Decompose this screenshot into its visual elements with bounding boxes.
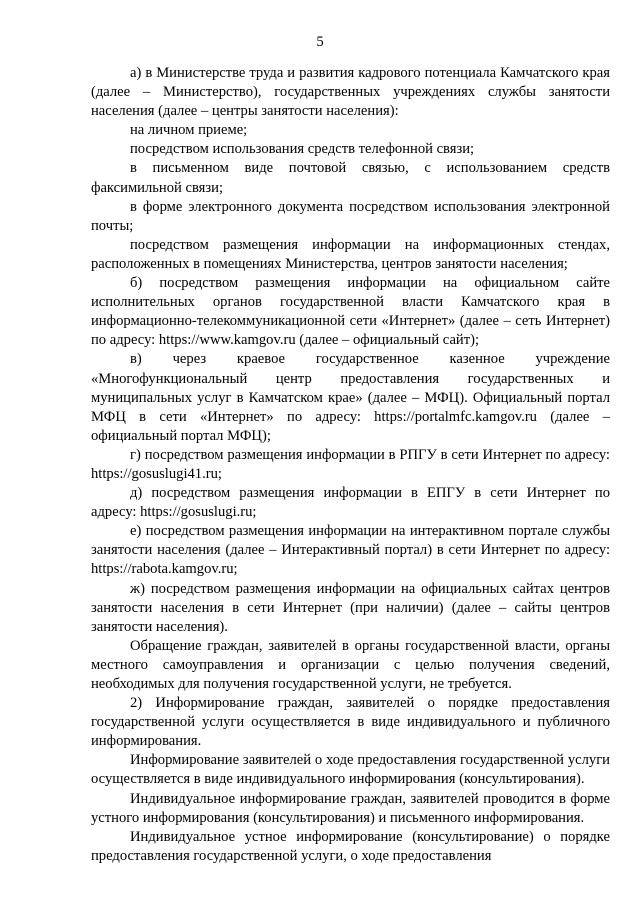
paragraph: а) в Министерстве труда и развития кадрового потенциала Камчатского края (далее – Министерство), государственных учреждениях службы занятости населения (далее – центры занятости населения): — [91, 65, 610, 120]
paragraph: Индивидуальное устное информирование (консультирование) о порядке предоставления государственной услуги, о ходе предоставления — [91, 828, 610, 864]
document-body — [91, 64, 610, 866]
page-number: 5 — [316, 34, 324, 50]
paragraph: е) посредством размещения информации на интерактивном портале службы занятости населения (далее – Интерактивный портал) в сети Интернет по адресу: https://rabota.kamgov.ru; — [91, 523, 610, 578]
paragraph: Индивидуальное информирование граждан, заявителей проводится в форме устного информирования (консультирования) и письменного информирования. — [91, 790, 610, 826]
paragraph: посредством размещения информации на информационных стендах, расположенных в помещениях Министерства, центров занятости населения; — [91, 236, 610, 272]
paragraph: Обращение граждан, заявителей в органы государственной власти, органы местного самоуправления и организации с целью получения сведений, необходимых для получения государственной услуги, не требуется. — [91, 637, 610, 692]
paragraph: д) посредством размещения информации в ЕПГУ в сети Интернет по адресу: https://gosuslugi.ru; — [91, 485, 610, 521]
paragraph: на личном приеме; — [130, 122, 248, 139]
paragraph: Информирование заявителей о ходе предоставления государственной услуги осуществляется в виде индивидуального информирования (консультирования). — [91, 752, 610, 788]
paragraph: б) посредством размещения информации на официальном сайте исполнительных органов государственной власти Камчатского края в информационно-телекоммуникационной сети «Интернет» (далее – сеть Интернет) по адресу: https://www.kamgov.ru (далее – официальный сайт); — [91, 275, 610, 349]
paragraph: ж) посредством размещения информации на официальных сайтах центров занятости населения в сети Интернет (при наличии) (далее – сайты центров занятости населения). — [91, 580, 610, 635]
paragraph: г) посредством размещения информации в РПГУ в сети Интернет по адресу: https://gosuslugi41.ru; — [91, 446, 610, 482]
paragraph: 2) Информирование граждан, заявителей о порядке предоставления государственной услуги осуществляется в виде индивидуального и публичного информирования. — [91, 695, 610, 750]
paragraph: в форме электронного документа посредством использования электронной почты; — [91, 198, 610, 234]
paragraph: в письменном виде почтовой связью, с использованием средств факсимильной связи; — [91, 160, 610, 196]
paragraph: в) через краевое государственное казенное учреждение «Многофункциональный центр предоставления государственных и муниципальных услуг в Камчатском крае» (далее – МФЦ). Официальный портал МФЦ в сети «Интернет» по адресу: https://portalmfc.kamgov.ru (далее – официальный портал МФЦ); — [91, 351, 610, 444]
paragraph: посредством использования средств телефонной связи; — [130, 141, 475, 158]
